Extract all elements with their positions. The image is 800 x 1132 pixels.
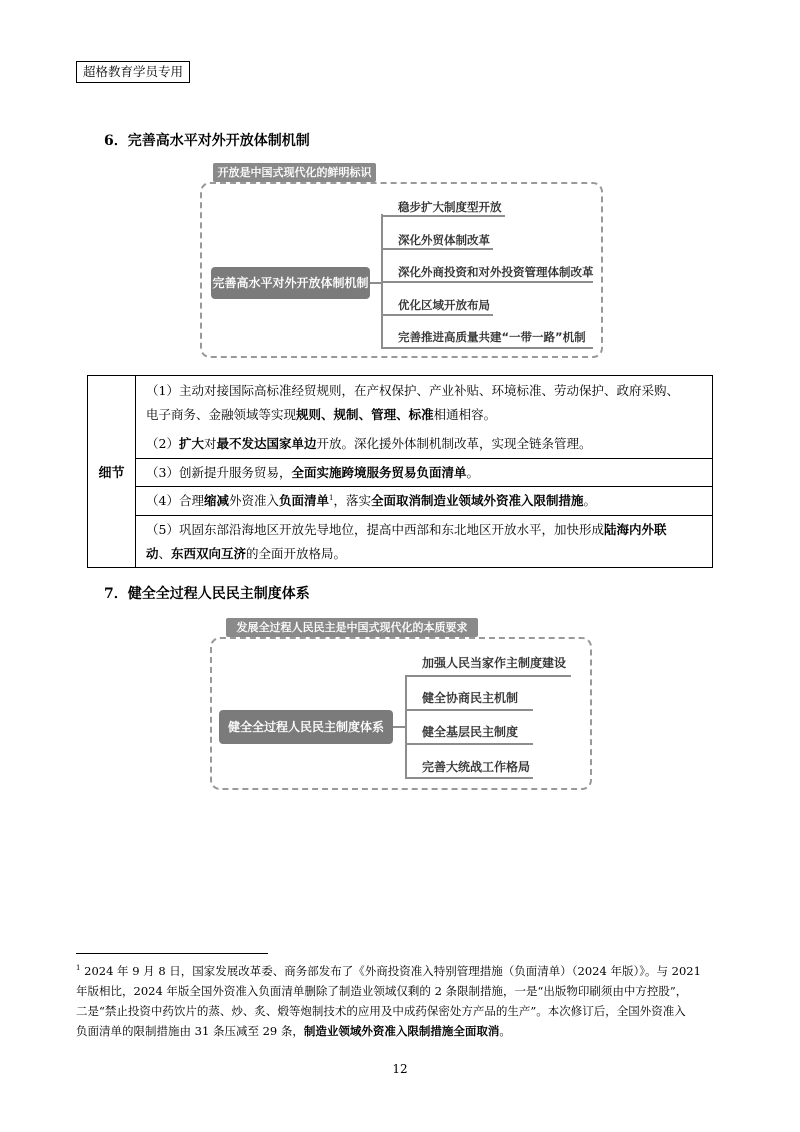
branch-node: 完善大统战工作格局 [422, 760, 531, 774]
branch-underline [405, 777, 533, 779]
detail-row-line [146, 542, 702, 566]
branch-node: 完善推进高质量共建“一带一路”机制 [398, 330, 586, 344]
detail-row-line [146, 461, 702, 485]
text: ，落实 [333, 493, 371, 508]
text-bold: 陆海内外联 [603, 522, 667, 537]
branch-underline [381, 314, 493, 316]
branch-underline [381, 347, 593, 349]
footnote [76, 961, 726, 1041]
text-bold: 、 [358, 407, 372, 422]
text-bold: 、 [396, 407, 409, 422]
branch-node: 深化外贸体制改革 [398, 233, 490, 247]
footnote-mark: 1 [76, 964, 81, 973]
branch-node: 优化区域开放布局 [398, 298, 490, 312]
text-bold: 全面实施跨境服务贸易负面清单 [291, 465, 467, 480]
detail-row-4 [136, 486, 712, 515]
text: 电子商务、金融领域等实现 [146, 407, 297, 422]
text: 外资准入 [228, 493, 279, 508]
text-bold: 全面取消制造业领域外资准入限制措施 [370, 493, 584, 508]
text: 。 [583, 493, 597, 508]
branch-underline [405, 709, 533, 711]
text: 负面清单的限制措施由 31 条压减至 29 条， [76, 1024, 304, 1038]
branch-node: 稳步扩大制度型开放 [398, 200, 502, 214]
text-bold: 扩大 [178, 436, 204, 451]
text-bold: 、 [321, 407, 334, 422]
text-bold: 规制 [333, 407, 359, 422]
text: （2） [146, 436, 179, 451]
text: （5）巩固东部沿海地区开放先导地位，提高中西部和东北地区开放水平，加快形成 [146, 522, 604, 537]
details-table [87, 375, 713, 568]
footnote-line [76, 1021, 726, 1041]
text-bold: 缩减 [203, 493, 229, 508]
map-center-node: 完善高水平对外开放体制机制 [211, 267, 370, 299]
text-bold: 动 [146, 546, 159, 561]
detail-row-5 [136, 515, 712, 567]
footnote-ref: 1 [329, 493, 334, 502]
text-bold: 标准 [408, 407, 434, 422]
text-bold: 最不发达国家单边 [216, 436, 317, 451]
footnote-line [76, 961, 726, 981]
section-7-title: 7．健全全过程人民民主制度体系 [104, 586, 310, 602]
detail-row-line [146, 518, 702, 542]
branch-node: 深化外商投资和对外投资管理体制改革 [398, 265, 594, 279]
section-6-title: 6．完善高水平对外开放体制机制 [104, 133, 310, 149]
map-center-node: 健全全过程人民民主制度体系 [219, 710, 393, 744]
text: 。 [499, 1024, 511, 1038]
footnote-line: 年版相比，2024 年版全国外资准入负面清单删除了制造业领域仅剩的 2 条限制措施，一是“出版物印刷须由中方控股”， [76, 984, 688, 998]
detail-row-line [146, 379, 702, 403]
text-bold: 管理 [371, 407, 397, 422]
text-bold: 东西双向互济 [171, 546, 247, 561]
text: （1）主动对接国际高标准经贸规则，在产权保护、产业补贴、环境标准、劳动保护、政府采购、 [146, 383, 679, 398]
branch-underline [381, 281, 593, 283]
map-top-label: 发展全过程人民民主是中国式现代化的本质要求 [226, 618, 478, 637]
branch-underline [381, 248, 493, 250]
detail-row-3 [136, 458, 712, 486]
page-number: 12 [392, 1062, 408, 1076]
branch-underline [405, 743, 533, 745]
text: （3）创新提升服务贸易， [146, 465, 292, 480]
text: 对 [203, 436, 217, 451]
text: 。 [466, 465, 479, 480]
text: 相通相容。 [433, 407, 497, 422]
text-bold: 制造业领域外资准入限制措施全面取消 [303, 1024, 500, 1038]
text: （4）合理 [146, 493, 204, 508]
header-tag: 超格教育学员专用 [76, 61, 190, 83]
detail-row-line [146, 432, 702, 456]
branch-node: 健全基层民主制度 [422, 725, 519, 739]
text-bold: 负面清单 [278, 493, 329, 508]
branch-underline [405, 675, 571, 677]
detail-row-1 [136, 376, 712, 430]
text-bold: 规则 [296, 407, 322, 422]
footnote-divider [76, 953, 268, 954]
map-spine [405, 675, 407, 778]
branch-node: 健全协商民主机制 [422, 691, 519, 705]
detail-row-line [146, 489, 702, 513]
detail-row-line [146, 403, 702, 427]
branch-node: 加强人民当家作主制度建设 [422, 656, 567, 670]
text: 开放。深化援外体制机制改革，实现全链条管理。 [316, 436, 592, 451]
text: 的全面开放格局。 [246, 546, 347, 561]
branch-underline [381, 215, 505, 217]
detail-row-2 [136, 430, 712, 458]
text: 2024 年 9 月 8 日，国家发展改革委、商务部发布了《外商投资准入特别管理措施（负面清单）（2024 年版）》。与 2021 [80, 964, 701, 978]
details-header-cell: 细节 [88, 376, 136, 567]
footnote-line: 二是“禁止投资中药饮片的蒸、炒、炙、煅等炮制技术的应用及中成药保密处方产品的生产”。本次修订后，全国外资准入 [76, 1004, 686, 1018]
map-top-label: 开放是中国式现代化的鲜明标识 [213, 163, 376, 182]
text: 、 [158, 546, 172, 561]
